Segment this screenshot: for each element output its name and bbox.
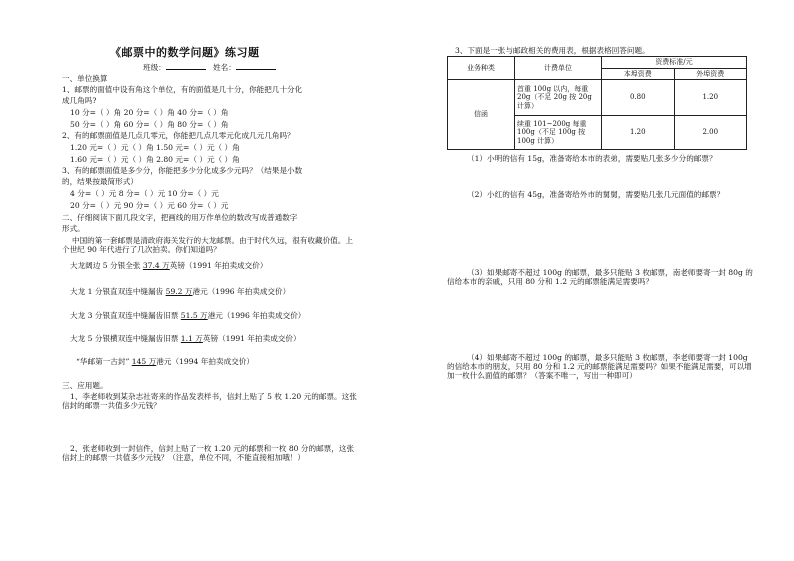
underlined-number: 145 万 xyxy=(131,357,157,366)
auction-line-4: 大龙 5 分银横双连中缝漏齿旧票 1.1 万英镑（1991 年拍卖成交价） xyxy=(70,334,301,343)
th-business-type: 业务种类 xyxy=(448,57,515,80)
underlined-number: 37.4 万 xyxy=(142,261,170,270)
q3-row-2: 20 分=（ ）元 90 分=（ ）元 60 分=（ ）元 xyxy=(70,201,229,210)
page-title: 《邮票中的数学问题》练习题 xyxy=(110,46,260,59)
section-3-heading: 三、应用题。 xyxy=(62,381,108,390)
cell-r2-out: 2.00 xyxy=(674,116,747,150)
app-question-2: 2、张老师收到一封信件，信封上贴了一枚 1.20 元的邮票和一枚 80 分的邮票，这张信封上的邮票一共值多少元钱？（注意，单位不同，不能直接相加哦！） xyxy=(62,444,355,462)
section-2-line-b: 形式。 xyxy=(62,224,85,233)
section-1-heading: 一、单位换算 xyxy=(62,74,108,83)
cell-r2-local: 1.20 xyxy=(602,116,675,150)
q2-row-2: 1.60 元=（ ）元（ ）角 2.80 元=（ ）元（ ）角 xyxy=(70,155,240,164)
class-label: 班级： xyxy=(143,63,166,72)
fee-question-2: （2）小红的信有 45g，准备寄给外市的舅舅，需要贴几张几元面值的邮票？ xyxy=(467,190,725,199)
name-blank[interactable] xyxy=(236,62,276,70)
intro-paragraph: 中国的第一套邮票是清政府海关发行的大龙邮票。由于时代久远，很有收藏价值。上个世纪 90 年代进行了几次拍卖。你们知道吗？ xyxy=(62,236,353,254)
q3-line-a: 3、有的邮票面值是多少分，你能把多少分化成多少元吗？（结果是小数 xyxy=(62,166,303,175)
app-question-1: 1、李老师收到某杂志社寄来的作品发表样书，信封上贴了 5 枚 1.20 元的邮票。这张信封的邮票一共值多少元钱？ xyxy=(62,392,357,410)
q3-table-heading: 3、下面是一张与邮政相关的费用表，根据表格回答问题。 xyxy=(455,46,650,55)
class-blank[interactable] xyxy=(166,62,206,70)
section-2-line-a: 二、仔细阅读下面几段文字，把画线的用万作单位的数改写成普通数字 xyxy=(62,213,298,222)
cell-letter: 信函 xyxy=(448,80,515,150)
underlined-number: 59.2 万 xyxy=(165,287,193,296)
cell-r1-unit: 首重 100g 以内，每重 20g（不足 20g 按 20g 计算） xyxy=(515,80,602,116)
cell-r1-local: 0.80 xyxy=(602,80,675,116)
postage-fee-table xyxy=(447,56,747,150)
name-label: 姓名： xyxy=(213,63,236,72)
th-billing-unit: 计费单位 xyxy=(515,57,602,80)
auction-line-3: 大龙 3 分银直双连中缝漏齿旧票 51.5 万港元（1996 年拍卖成交价） xyxy=(70,311,306,320)
q3-row-1: 4 分=（ ）元 8 分=（ ）元 10 分=（ ）元 xyxy=(70,189,219,198)
q1-row-2: 50 分=（ ）角 60 分=（ ）角 80 分=（ ）角 xyxy=(70,120,229,129)
q1-row-1: 10 分=（ ）角 20 分=（ ）角 40 分=（ ）角 xyxy=(70,108,229,117)
underlined-number: 51.5 万 xyxy=(180,311,208,320)
cell-r2-unit: 续重 101~200g 每重 100g（不足 100g 按 100g 计算） xyxy=(515,116,602,150)
th-fee-standard: 资费标准/元 xyxy=(602,57,747,69)
auction-line-1: 大龙阔边 5 分银全张 37.4 万英镑（1991 年拍卖成交价） xyxy=(70,261,268,270)
underlined-number: 1.1 万 xyxy=(180,334,203,343)
q3-line-b: 的，结果按最简形式） xyxy=(62,177,138,186)
cell-r1-out: 1.20 xyxy=(674,80,747,116)
class-name-line xyxy=(143,62,276,72)
q2-line: 2、有的邮票面值是几点几零元，你能把几点几零元化成几元几角吗？ xyxy=(62,131,295,140)
auction-line-5: “华邮第一古封” 145 万港元（1994 年拍卖成交价） xyxy=(76,357,254,366)
fee-question-3: （3）如果邮寄不超过 100g 的邮票，最多只能贴 3 枚邮票，南老师要寄一封 80g 的信给本市的亲戚，只用 80 分和 1.2 元的邮票能满足需要吗？ xyxy=(447,268,753,286)
th-local-fee: 本埠资费 xyxy=(602,69,675,80)
q1-line-a: 1、邮票的面值中设有角这个单位，有的面值是几十分，你能把几十分化 xyxy=(62,85,303,94)
auction-line-2: 大龙 1 分银直双连中缝漏齿 59.2 万港元（1996 年拍卖成交价） xyxy=(70,287,291,296)
fee-question-4: （4）如果邮寄不超过 100g 的邮票，最多只能贴 3 枚邮票，李老师要寄一封 100g 的信给本市的朋友，只用 80 分和 1.2 元的邮票能满足需要吗？如果不能满足需要，可以增加一枚什么面值的邮票？（答案不唯一，写出一种即可） xyxy=(447,353,752,380)
th-out-fee: 外埠资费 xyxy=(674,69,747,80)
q1-line-b: 成几角吗? xyxy=(62,96,97,105)
fee-question-1: （1）小明的信有 15g，准备寄给本市的表弟，需要贴几张多少分的邮票？ xyxy=(467,154,717,163)
q2-row-1: 1.20 元=（ ）元（ ）角 1.50 元=（ ）元（ ）角 xyxy=(70,143,240,152)
